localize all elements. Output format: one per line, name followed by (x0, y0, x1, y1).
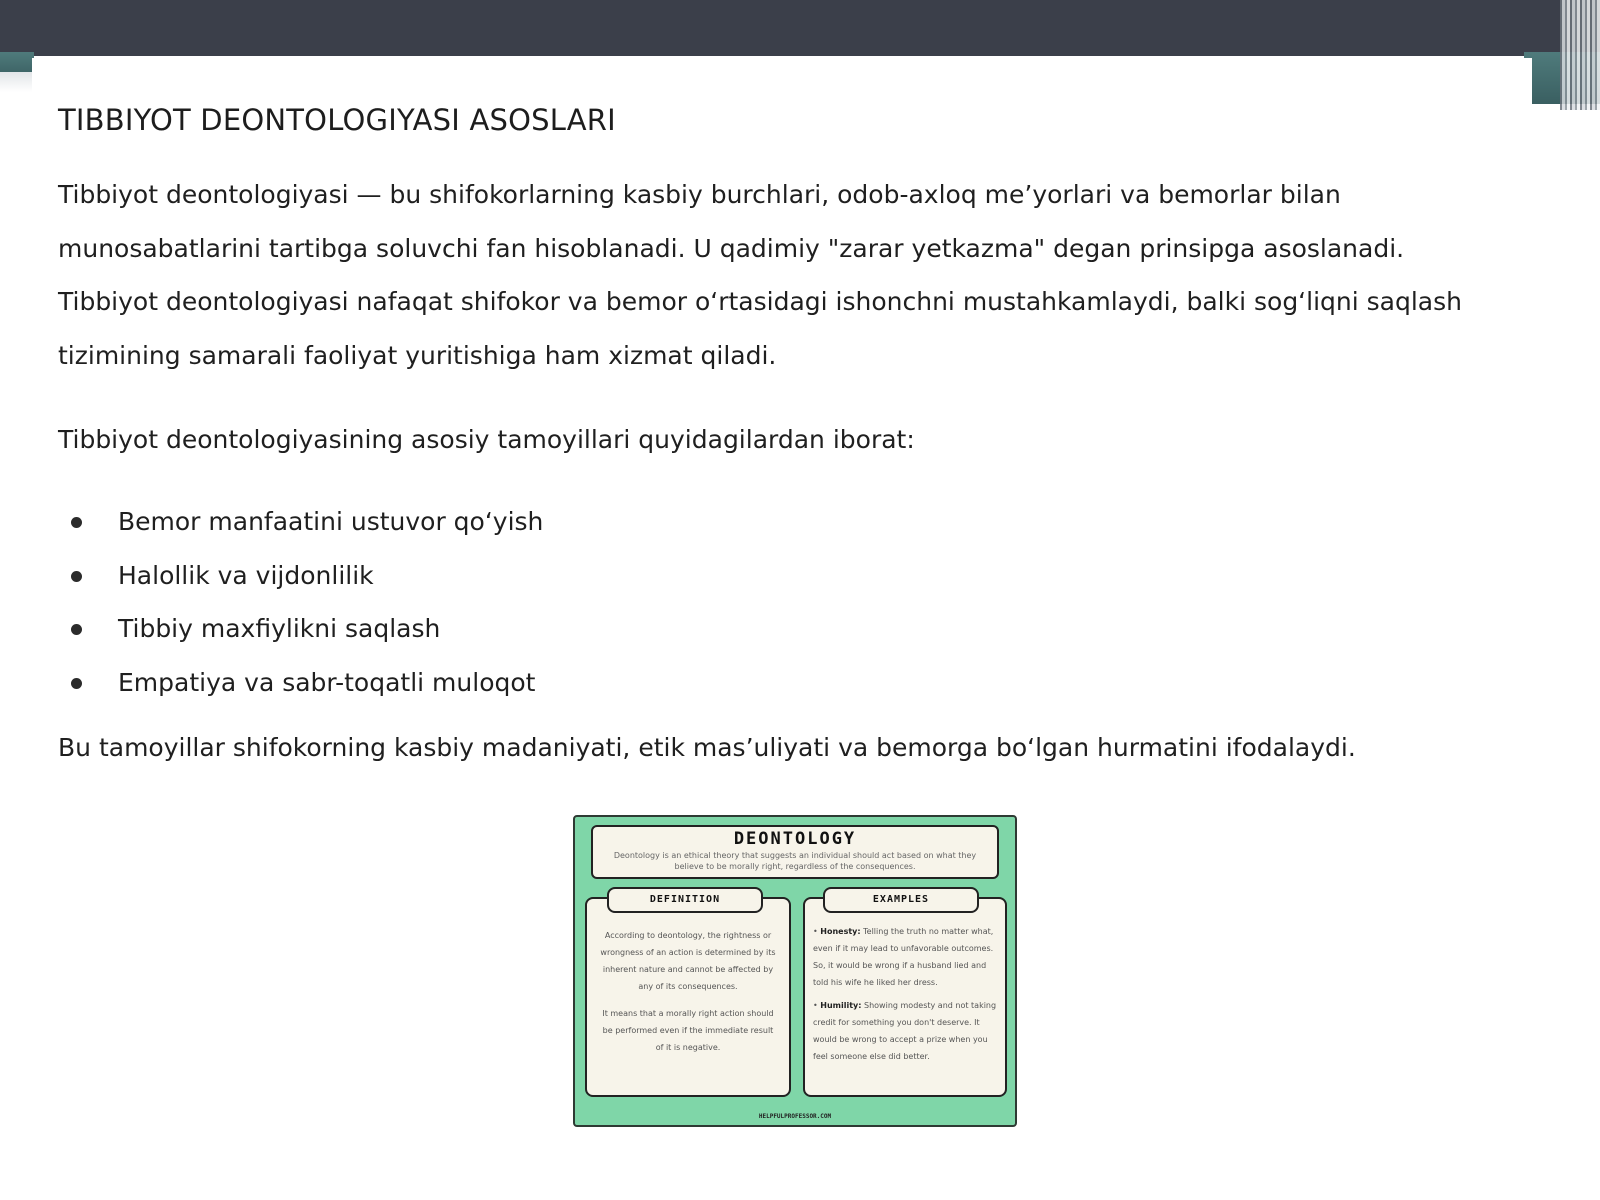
list-item-text: Halollik va vijdonlilik (118, 560, 374, 590)
bullet-icon (71, 517, 82, 528)
slide-shadow (0, 72, 32, 92)
example-item: • Humility: Showing modesty and not taking credit for something you don't deserve. It would be wrong to accept a prize when you feel someone else did better. (813, 1001, 997, 1061)
list-item (58, 549, 543, 603)
definition-text-1: According to deontology, the rightness or wrongness of an action is determined by its inherent nature and cannot be affected by any of its consequences. (600, 931, 776, 991)
definition-label: DEFINITION (607, 887, 763, 913)
slide-title: TIBBIYOT DEONTOLOGIYASI ASOSLARI (58, 103, 616, 137)
definition-panel (585, 897, 791, 1097)
list-item (58, 495, 543, 549)
examples-label: EXAMPLES (823, 887, 979, 913)
example-text: Telling the truth no matter what, even if it may lead to unfavorable outcomes. So, it would be wrong if a husband lied and told his wife he liked her dress. (813, 927, 994, 987)
list-item-text: Bemor manfaatini ustuvor qo‘yish (118, 507, 544, 536)
principles-intro: Tibbiyot deontologiyasining asosiy tamoyillari quyidagilardan iborat: (58, 425, 915, 454)
example-label: Honesty: (820, 927, 861, 936)
infographic-subtitle: Deontology is an ethical theory that suggests an individual should act based on what they believe to be morally right, regardless of the consequences. (613, 851, 977, 871)
infographic-footer: HELPFULPROFESSOR.COM (758, 1113, 832, 1120)
bullet-icon (71, 624, 82, 635)
examples-panel (803, 897, 1007, 1097)
definition-text-2: It means that a morally right action should be performed even if the immediate result of it is negative. (602, 1009, 774, 1052)
list-item-text: Empatiya va sabr-toqatli muloqot (118, 667, 536, 697)
example-label: Humility: (820, 1001, 862, 1010)
deontology-infographic (573, 815, 1017, 1127)
bullet-icon (71, 678, 82, 689)
principles-list (58, 495, 543, 709)
example-text: Showing modesty and not taking credit for something you don't deserve. It would be wrong to accept a prize when you feel someone else did better. (813, 1001, 997, 1061)
list-item-text: Tibbiy maxfiylikni saqlash (118, 614, 441, 643)
intro-paragraph: Tibbiyot deontologiyasi — bu shifokorlarning kasbiy burchlari, odob-axloq me’yorlari va bemorlar bilan munosabatlarini tartibga soluvchi fan hisoblanadi. U qadimiy "zarar yetkazma" degan prinsipga asoslanadi. Tibbiyot deontologiyasi nafaqat shifokor va bemor o‘rtasidagi ishonchni mustahkamlaydi, balki sog‘liqni saqlash tizimining samarali faoliyat yuritishiga ham xizmat qiladi. (58, 180, 1462, 370)
bullet-icon (71, 571, 82, 582)
slide-edge-decoration (1560, 0, 1600, 110)
closing-paragraph: Bu tamoyillar shifokorning kasbiy madaniyati, etik mas’uliyati va bemorga bo‘lgan hurmatini ifodalaydi. (58, 733, 1356, 762)
example-item: • Honesty: Telling the truth no matter what, even if it may lead to unfavorable outcomes. So, it would be wrong if a husband lied and told his wife he liked her dress. (813, 927, 994, 987)
window-top-bar (0, 0, 1600, 56)
list-item (58, 602, 543, 656)
infographic-title: DEONTOLOGY (733, 829, 857, 849)
list-item (58, 656, 543, 710)
infographic-header (591, 825, 999, 879)
